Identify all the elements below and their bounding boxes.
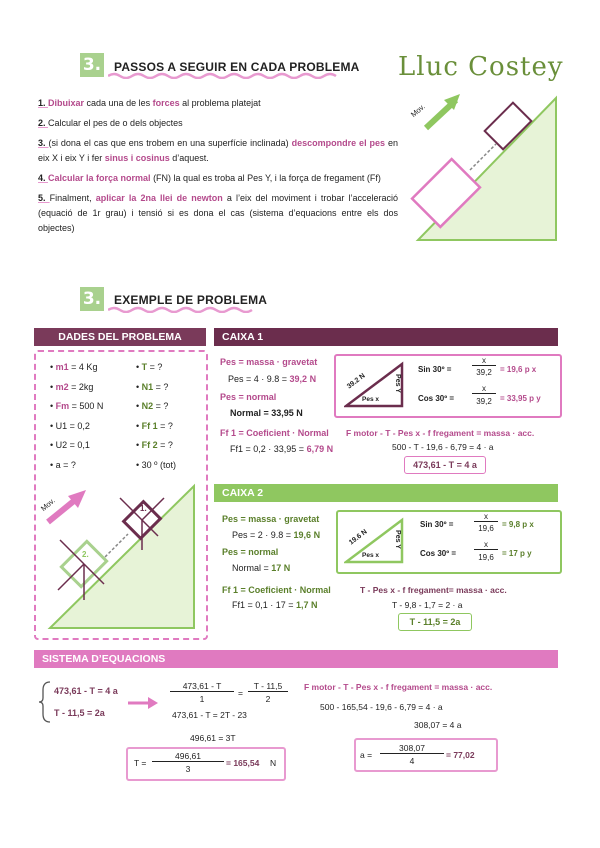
caixa1-tri-hyp: 39.2 N <box>345 372 367 391</box>
step-number: 3. <box>38 138 49 148</box>
caixa1-tri-y: Pes Y <box>393 374 401 393</box>
sistema-header: SISTEMA D’EQUACIONS <box>34 650 558 668</box>
dades-key: N2 <box>141 401 154 411</box>
dades-key: N1 <box>141 381 154 392</box>
caixa2-pes-value: 19,6 N <box>293 530 321 540</box>
caixa1-motor-calc: 500 - T - 19,6 - 6,79 = 4 · a <box>392 442 494 452</box>
caixa1-ff-value: 6,79 N <box>306 444 334 454</box>
sistema-t-label: T = <box>134 758 147 768</box>
brand-logo: Lluc Costey <box>398 52 564 82</box>
bullet-icon: • <box>136 459 142 470</box>
caixa2-tri-x: Pes x <box>362 552 379 559</box>
caixa1-cos-label: Cos 30º = <box>418 394 455 403</box>
dades-item <box>136 397 176 417</box>
caixa1-sin-result: = 19,6 p x <box>500 365 537 374</box>
sistema-a-label: a = <box>360 750 373 760</box>
step-text: (si dona el cas que ens trobem en una superfície inclinada) <box>48 138 292 148</box>
caixa2-normal-value: 17 N <box>271 563 291 573</box>
caixa2-result: T - 11,5 = 2a <box>398 613 472 631</box>
arrow-right-icon <box>128 696 158 710</box>
caixa1-sin-den: 39,2 <box>476 368 492 377</box>
dades-value: = ? <box>147 362 163 372</box>
box2-label: 2. <box>82 550 89 559</box>
caixa2-eq-calc: T - 9,8 - 1,7 = 2 · a <box>392 600 463 610</box>
dades-value: = ? <box>157 420 173 431</box>
dades-right-list <box>136 358 176 475</box>
sistema-a-result: = 77,02 <box>446 750 475 760</box>
dades-key: a <box>55 459 61 470</box>
sistema-t-result: = 165,54 <box>226 758 260 768</box>
step-4 <box>38 171 398 186</box>
caixa2-sin-result: = 9,8 p x <box>502 520 534 529</box>
step-number: 2. <box>38 118 49 128</box>
caixa1-ff-calc-text: Ff1 = 0,2 · 33,95 = <box>230 444 307 454</box>
dades-key: Ff 2 <box>141 440 158 450</box>
caixa2-cos-den: 19,6 <box>478 553 494 562</box>
caixa1-cos-result: = 33,95 p y <box>500 394 541 403</box>
dades-item <box>50 358 103 378</box>
caixa1-result: 473,61 - T = 4 a <box>404 456 486 474</box>
step-text: al problema platejat <box>179 98 261 108</box>
dades-item <box>136 378 176 398</box>
bullet-icon: • <box>50 440 56 450</box>
sistema-motor-calc2: 308,07 = 4 a <box>414 720 462 730</box>
sistema-f1-den-a: 1 <box>199 694 205 704</box>
caixa1-sin-label: Sin 30º = <box>418 365 452 374</box>
caixa1-normal-value: Normal = 33,95 N <box>230 408 303 418</box>
step-2 <box>38 116 398 131</box>
step-number: 4. <box>38 173 49 183</box>
dades-key: U2 <box>55 440 68 450</box>
dades-item <box>50 378 103 398</box>
caixa1-motor-label: F motor - T - Pes x - f fregament = massa · acc. <box>346 428 535 438</box>
bullet-icon: • <box>136 401 142 411</box>
caixa1-pes-calc-text: Pes = 4 · 9.8 = <box>228 374 290 384</box>
caixa1-pes-calc <box>228 374 316 384</box>
sistema-t-unit: N <box>270 758 277 768</box>
dades-item <box>50 417 103 437</box>
dades-item <box>50 436 103 456</box>
dades-value: = ? <box>157 440 173 450</box>
sistema-f1-den-b: 2 <box>265 694 271 704</box>
step-text: aplicar la 2na llei de newton <box>95 193 223 203</box>
caixa2-ff-label: Ff 1 = Coeficient · Normal <box>222 585 331 595</box>
bullet-icon: • <box>50 362 56 372</box>
dades-value: = 500 N <box>69 401 104 411</box>
dades-key: Ff 1 <box>141 420 158 431</box>
bullet-icon: • <box>50 459 56 470</box>
dades-item <box>136 456 176 476</box>
caixa2-normal-text: Normal = <box>232 563 272 573</box>
caixa2-sin-num: x <box>474 512 498 522</box>
dades-key: Fm <box>55 401 70 411</box>
dades-value: = 2kg <box>68 381 94 392</box>
caixa2-cos-result: = 17 p y <box>502 549 532 558</box>
dades-item <box>136 358 176 378</box>
caixa1-tri-x: Pes x <box>362 396 379 403</box>
step-number: 1. <box>38 98 49 108</box>
caixa2-cos-label: Cos 30º = <box>420 549 457 558</box>
step-text: (FN) la qual es troba al Pes Y, i la força de fregament (Ff) <box>150 173 381 183</box>
sistema-eq2: T - 11,5 = 2a <box>54 708 105 718</box>
caixa1-pes-value: 39,2 N <box>289 374 317 384</box>
sistema-line2: 473,61 - T = 2T - 23 <box>172 710 247 720</box>
caixa2-pes-label: Pes = massa · gravetat <box>222 514 320 524</box>
caixa2-ff-value: 1,7 N <box>296 600 318 610</box>
caixa2-ff-calc <box>232 600 318 610</box>
step-text: Finalment, <box>49 193 96 203</box>
step-text: sinus i cosinus <box>104 153 170 163</box>
caixa2-sin-den: 19,6 <box>478 524 494 533</box>
sistema-a-den: 4 <box>409 756 415 766</box>
sistema-f1-num-a: 473,61 - T <box>170 681 234 692</box>
caixa2-normal <box>232 563 290 573</box>
step-5 <box>38 191 398 236</box>
bullet-icon: • <box>136 440 142 450</box>
dades-header: DADES DEL PROBLEMA <box>34 328 206 346</box>
title-underline-2 <box>108 306 262 313</box>
caixa2-tri-hyp: 19.6 N <box>347 528 369 547</box>
steps-list <box>38 96 398 241</box>
title-underline <box>108 72 344 79</box>
bullet-icon: • <box>50 381 56 392</box>
sistema-t-num: 496,61 <box>152 751 224 762</box>
caixa1-normal-label: Pes = normal <box>220 392 277 402</box>
sistema-a-num: 308,07 <box>380 743 444 754</box>
step-3 <box>38 136 398 166</box>
step-1 <box>38 96 398 111</box>
section-number-badge: 3. <box>80 53 104 77</box>
sistema-f1-eq: = <box>238 688 243 698</box>
dades-key: m2 <box>55 381 69 392</box>
caixa1-ff-label: Ff 1 = Coeficient · Normal <box>220 428 329 438</box>
caixa2-pes-calc <box>232 530 320 540</box>
sistema-motor-calc: 500 - 165,54 - 19,6 - 6,79 = 4 · a <box>320 702 443 712</box>
step-number: 5. <box>38 193 50 203</box>
caixa1-pes-label: Pes = massa · gravetat <box>220 357 318 367</box>
dades-movement-label: Mov. <box>38 496 57 513</box>
movement-label: Mov. <box>408 102 427 119</box>
dades-key: U1 <box>55 420 68 431</box>
caixa2-ff-calc-text: Ff1 = 0,1 · 17 = <box>232 600 297 610</box>
sistema-f1-num-b: T - 11,5 <box>248 681 288 692</box>
dades-value: = ? <box>153 401 169 411</box>
caixa2-sin-label: Sin 30º = <box>420 520 454 529</box>
bullet-icon: • <box>50 420 56 431</box>
system-brace <box>38 680 52 724</box>
dades-left-list <box>50 358 103 475</box>
sistema-motor-label: F motor - T - Pes x - f fregament = massa · acc. <box>304 682 493 692</box>
section-title-2: EXEMPLE DE PROBLEMA <box>114 293 268 307</box>
dades-value: = ? <box>60 459 76 470</box>
incline-diagram <box>398 88 568 248</box>
step-text: en eix X i eix Y i fer <box>38 138 398 163</box>
dades-key: m1 <box>55 362 69 372</box>
step-text: cada una de les <box>84 98 153 108</box>
step-text: a l’eix del moviment i trobar l’acceleració (equació de 1r grau) i tensió si es dona el cas (sistema d’equacions entre els dos objectes) <box>38 193 398 233</box>
caixa2-tri-y: Pes Y <box>393 530 401 549</box>
dades-item <box>50 456 103 476</box>
dades-item <box>136 417 176 437</box>
dades-item <box>136 436 176 456</box>
bullet-icon: • <box>136 362 142 372</box>
step-text: descompondre el pes <box>291 138 386 148</box>
step-text: Calcular la força normal <box>48 173 151 183</box>
sistema-t-den: 3 <box>185 764 191 774</box>
dades-value: = 0,2 <box>67 420 90 431</box>
bullet-icon: • <box>136 420 142 431</box>
caixa1-sin-num: x <box>472 356 496 366</box>
dades-value: = 4 Kg <box>68 362 98 372</box>
dades-key: T <box>141 362 148 372</box>
bullet-icon: • <box>50 401 56 411</box>
caixa1-ff-calc <box>230 444 333 454</box>
dades-item <box>50 397 103 417</box>
sistema-line3: 496,61 = 3T <box>190 733 236 743</box>
sistema-eq1: 473,61 - T = 4 a <box>54 686 118 696</box>
caixa2-pes-calc-text: Pes = 2 · 9.8 = <box>232 530 294 540</box>
step-text: forces <box>152 98 180 108</box>
section-title: PASSOS A SEGUIR EN CADA PROBLEMA <box>114 60 360 74</box>
caixa2-header: CAIXA 2 <box>214 484 558 502</box>
dades-key: 30 º (tot) <box>141 459 176 470</box>
dades-value: = 0,1 <box>67 440 90 450</box>
bullet-icon: • <box>136 381 142 392</box>
step-text: d’aquest. <box>169 153 209 163</box>
step-text: Dibuixar <box>48 98 85 108</box>
step-text: Calcular el pes de o dels objectes <box>48 118 183 128</box>
caixa1-cos-den: 39,2 <box>476 397 492 406</box>
caixa2-cos-num: x <box>474 540 498 550</box>
dades-value: = ? <box>153 381 169 392</box>
caixa2-normal-label: Pes = normal <box>222 547 279 557</box>
dades-incline-diagram <box>38 482 202 632</box>
section-number-badge-2: 3. <box>80 287 104 311</box>
caixa1-header: CAIXA 1 <box>214 328 558 346</box>
caixa2-eq-label: T - Pes x - f fregament= massa · acc. <box>360 585 507 595</box>
box1-label: 1. <box>140 504 147 513</box>
caixa1-cos-num: x <box>472 384 496 394</box>
